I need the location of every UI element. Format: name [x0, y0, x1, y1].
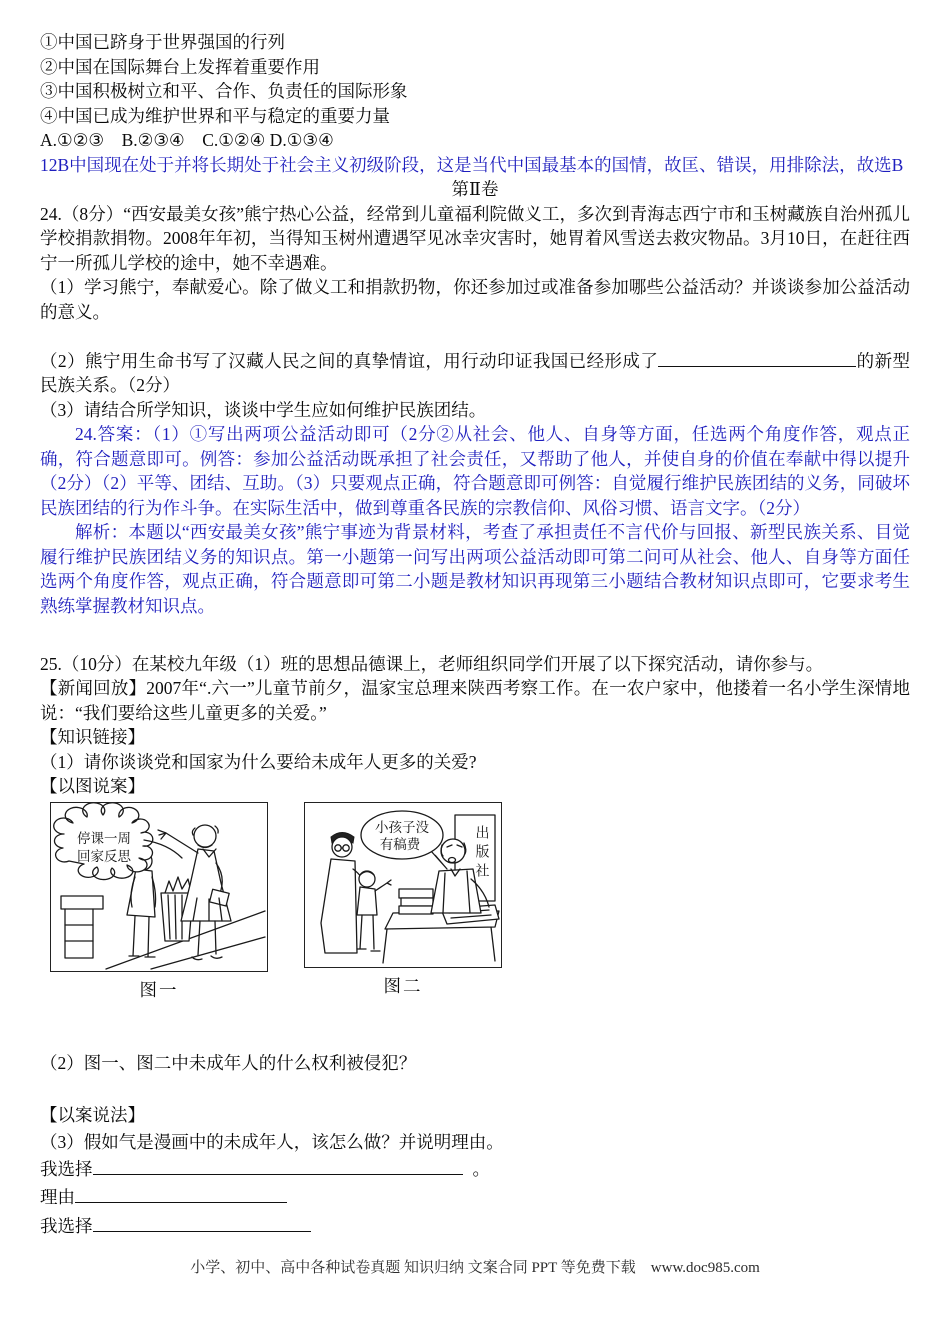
q24-part2-pre: （2）熊宁用生命书写了汉藏人民之间的真挚情谊，用行动印证我国已经形成了 — [40, 350, 659, 371]
figure-2-bubble-line1: 小孩子没 — [375, 819, 429, 835]
q24-part2-post: 的新型民族关系。（2分） — [40, 350, 911, 395]
figure-2-sign-text: 出版社 — [473, 824, 489, 882]
q24-part3: （3）请结合所学知识，谈谈中学生应如何维护民族团结。 — [40, 399, 487, 420]
figure-2 — [304, 802, 502, 999]
figure-2-bubble-line2: 有稿费 — [379, 836, 421, 852]
footer-watermark: 小学、初中、高中各种试卷真题 知识归纳 文案合同 PPT 等免费下载 www.doc985.com — [190, 1260, 760, 1276]
figure-2-cartoon — [304, 802, 502, 968]
q24-part2 — [40, 349, 910, 398]
choose-blank-1 — [93, 1159, 463, 1175]
figure-1 — [50, 802, 268, 1003]
choose-line-1 — [40, 1155, 910, 1184]
option-2: ②中国在国际舞台上发挥着重要作用 — [40, 56, 320, 77]
q25-knowledge-link: 【知识链接】 — [40, 727, 145, 747]
figure-2-label: 图二 — [383, 975, 423, 996]
reason-line — [40, 1183, 910, 1212]
q24-stem: 24.（8分）“西安最美女孩”熊宁热心公益，经常到儿童福利院做义工，多次到青海志西宁市和玉树藏族自治州孤儿学校捐款捐物。2008年年初，当得知玉树州遭遇罕见冰幸灾害时，她胃着风雪送去救灾物品。3月10日，在赶往西宁一所孤儿学校的途中，她不幸遇难。 — [40, 203, 910, 273]
choose-period: 。 — [472, 1158, 490, 1179]
option-1: ①中国已跻身于世界强国的行列 — [40, 32, 285, 52]
figure-1-bubble-line1: 停课一周 — [77, 830, 131, 846]
q24-answer: 24.答案：（1）①写出两项公益活动即可（2分②从社会、他人、自身等方面，任选两个角度作答，观点正确，符合题意即可。例答：参加公益活动既承担了社会责任，又帮助了他人，并使自身的价值在奉献中得以提升（2分）（2）平等、团结、互助。（3）只要观点正确，符合题意即可例答：自觉履行维护民族团结的义务，同破坏民族团结的行为作斗争。在实际生活中，做到尊重各民族的宗教信仰、风俗习惯、语言文字。（2分） — [40, 424, 910, 518]
q24-part1: （1）学习熊宁，奉献爱心。除了做义工和捐款扔物，你还参加过或准备参加哪些公益活动？并谈谈参加公益活动的意义。 — [40, 277, 910, 322]
q24-analysis: 解析：本题以“西安最美女孩”熊宁事迹为背景材料，考查了承担责任不言代价与回报、新型民族关系、目觉履行维护民族团结义务的知识点。第一小题第一问写出两项公益活动即可第二问可从社会、他人、自身等方面任选两个角度作答，观点正确，符合题意即可第二小题是教材知识再现第三小题结合教材知识点即可，它要求考生熟练掌握教材知识点。 — [40, 522, 910, 616]
option-3: ③中国积极树立和平、合作、负责任的国际形象 — [40, 81, 408, 101]
reason-label: 理由 — [40, 1187, 75, 1207]
choose-label-1: 我选择 — [40, 1158, 93, 1179]
q25-news-replay: 【新闻回放】2007年“.六一”儿童节前夕，温家宝总理来陕西考察工作。在一农户家中，他搂着一名小学生深情地说：“我们要给这些儿童更多的关爱。” — [40, 678, 910, 723]
option-4: ④中国已成为维护世界和平与稳定的重要力量 — [40, 105, 390, 126]
q25-picture-case: 【以图说案】 — [40, 776, 145, 796]
q25-part2: （2）图一、图二中未成年人的什么权利被侵犯？ — [40, 1053, 417, 1073]
choose-label-2: 我选择 — [40, 1215, 93, 1236]
fill-in-lines — [40, 1155, 910, 1241]
choose-line-2 — [40, 1212, 910, 1241]
choices-line: A.①②③ B.②③④ C.①②④ D.①③④ — [40, 130, 334, 150]
publisher-cartoon-image — [305, 803, 501, 967]
q25-stem: 25.（10分）在某校九年级（1）班的思想品德课上，老师组织同学们开展了以下探究活动，请你参与。 — [40, 653, 824, 674]
q25-part1: （1）请你谈谈党和国家为什么要给未成年人更多的关爱? — [40, 751, 477, 772]
q25-part3: （3）假如气是漫画中的未成年人，该怎么做？并说明理由。 — [40, 1132, 504, 1152]
figure-1-label: 图一 — [139, 979, 179, 1000]
reason-blank — [75, 1187, 287, 1203]
classroom-cartoon-image — [51, 803, 267, 971]
cartoon-figures — [50, 802, 910, 1003]
figure-1-bubble-line2: 回家反思 — [77, 848, 131, 864]
answer-12b: 12B中国现在处于并将长期处于社会主义初级阶段，这是当代中国最基本的国情，故匡、错误，用排除法，故选B — [40, 154, 904, 175]
section-title: 第Ⅱ卷 — [451, 179, 499, 199]
choose-blank-2 — [93, 1216, 311, 1232]
fill-blank-ethnic-relation — [658, 351, 856, 367]
q25-case-law: 【以案说法】 — [40, 1104, 145, 1125]
figure-1-cartoon — [50, 802, 268, 972]
